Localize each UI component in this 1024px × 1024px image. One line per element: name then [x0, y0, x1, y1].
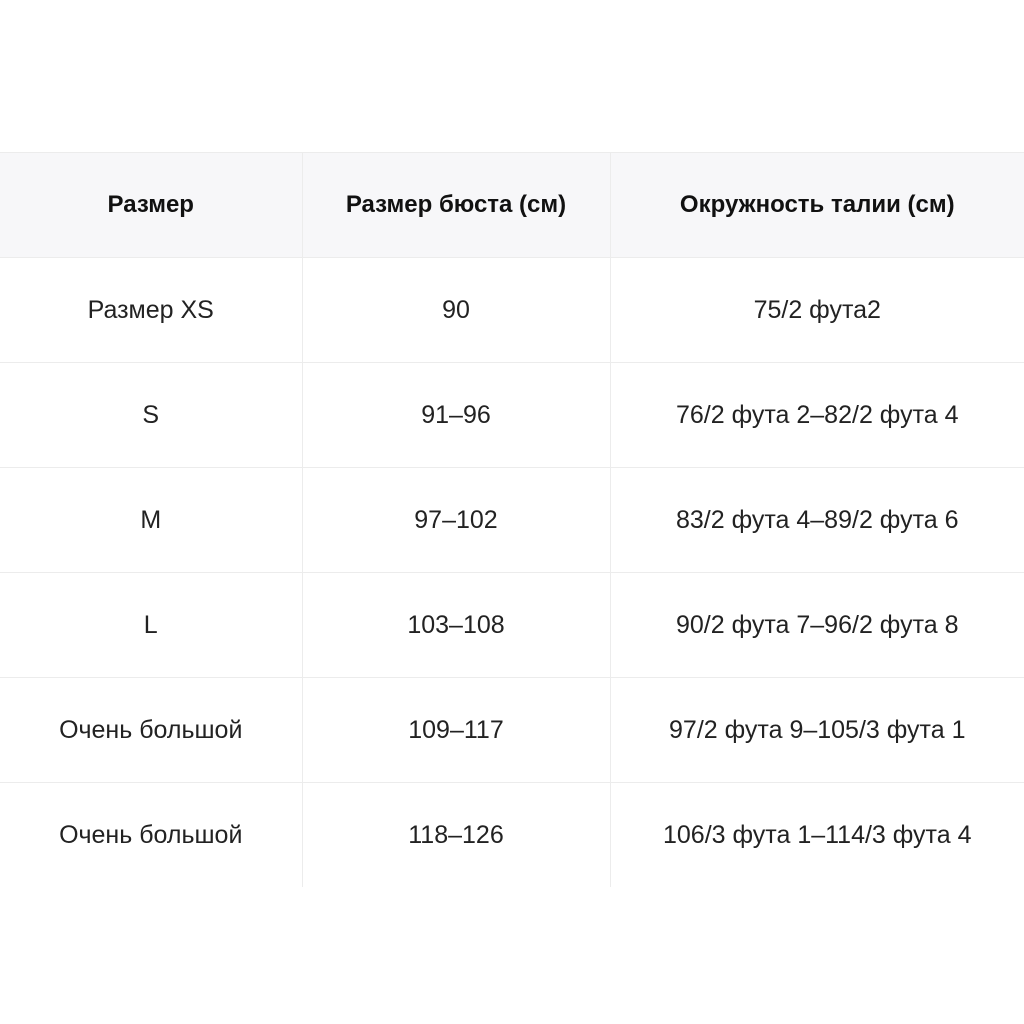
cell-size: M	[0, 468, 302, 573]
header-bust: Размер бюста (см)	[302, 153, 610, 258]
cell-waist: 76/2 фута 2–82/2 фута 4	[610, 363, 1024, 468]
table-row	[0, 258, 1024, 363]
table-row	[0, 573, 1024, 678]
size-chart-table	[0, 152, 1024, 887]
cell-size: S	[0, 363, 302, 468]
table-body	[0, 258, 1024, 888]
cell-bust: 91–96	[302, 363, 610, 468]
cell-waist: 106/3 фута 1–114/3 фута 4	[663, 820, 972, 849]
cell-bust: 109–117	[302, 678, 610, 783]
cell-bust: 97–102	[302, 468, 610, 573]
cell-size: L	[0, 573, 302, 678]
table-header	[0, 153, 1024, 258]
table-row	[0, 363, 1024, 468]
cell-bust: 90	[302, 258, 610, 363]
header-waist: Окружность талии (см)	[610, 153, 1024, 258]
cell-bust: 103–108	[302, 573, 610, 678]
table-row	[0, 468, 1024, 573]
cell-waist: 90/2 фута 7–96/2 фута 8	[610, 573, 1024, 678]
table-row	[0, 783, 1024, 888]
cell-waist: 97/2 фута 9–105/3 фута 1	[610, 678, 1024, 783]
header-size: Размер	[0, 153, 302, 258]
table-row	[0, 678, 1024, 783]
cell-size: Очень большой	[0, 783, 302, 888]
cell-size: Размер XS	[0, 258, 302, 363]
cell-bust: 118–126	[302, 783, 610, 888]
cell-size: Очень большой	[0, 678, 302, 783]
cell-waist: 83/2 фута 4–89/2 фута 6	[610, 468, 1024, 573]
cell-waist: 75/2 фута2	[610, 258, 1024, 363]
header-row	[0, 153, 1024, 258]
